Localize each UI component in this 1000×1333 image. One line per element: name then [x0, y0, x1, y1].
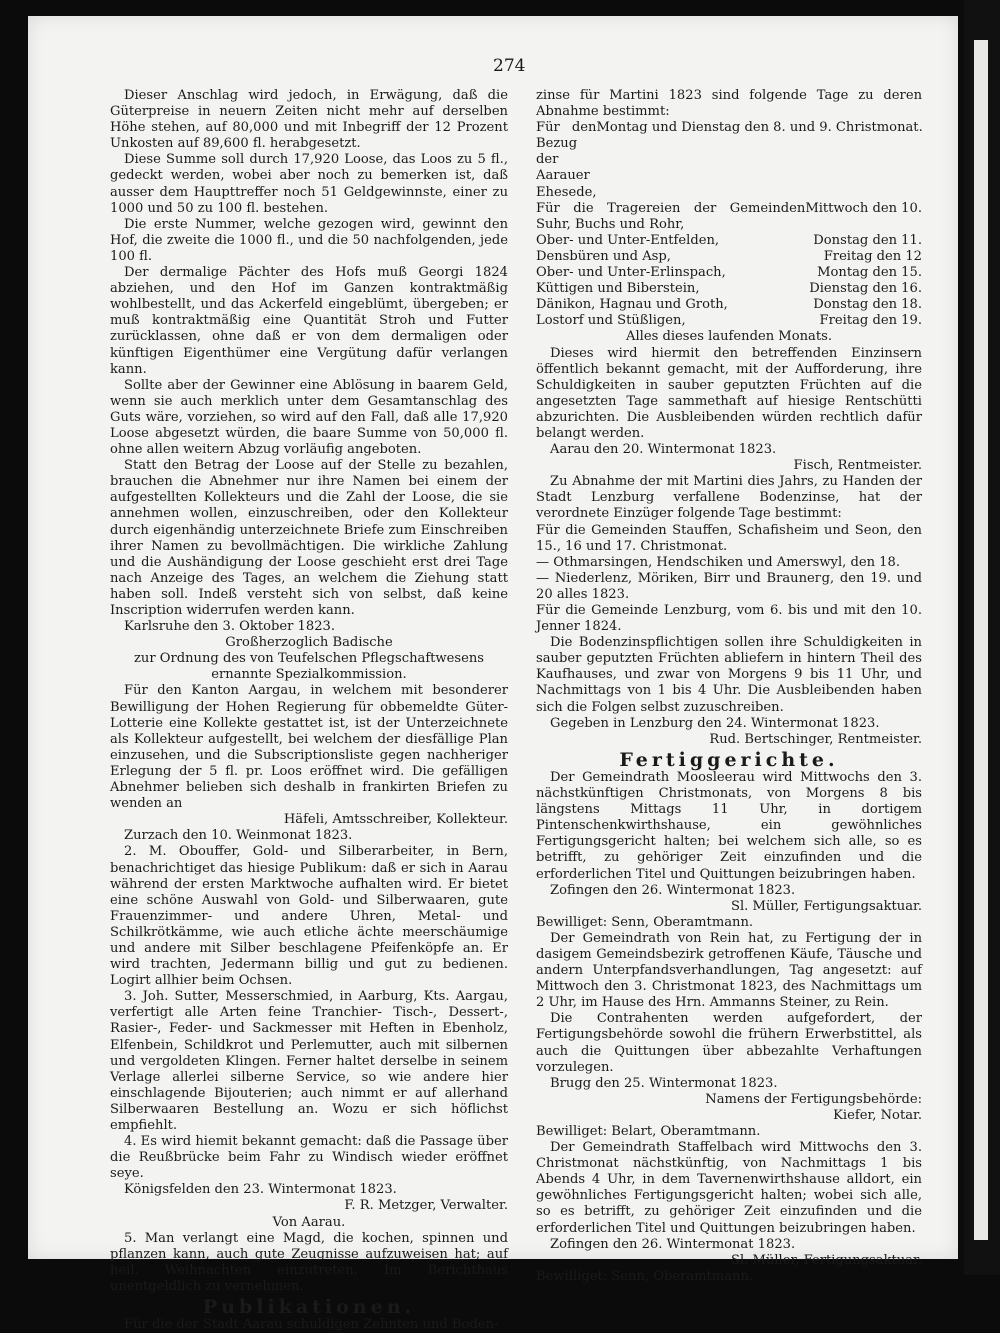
schedule-place: Densbüren und Asp,: [536, 248, 671, 264]
paragraph: Zu Abnahme der mit Martini dies Jahrs, zu Handen der Stadt Lenzburg verfallene Bodenzinse, hat der verordnete Einzüger folgende Tage bestimmt:: [536, 474, 922, 522]
page-number: 274: [493, 56, 526, 76]
notice-item: 2. M. Obouffer, Gold- und Silberarbeiter, in Bern, benachrichtiget das hiesige Publikum: daß er sich in Aarau während der ersten Marktwoche aufhalten wird. Er bietet eine schöne Auswahl von Gold- und Silberwaaren, gute Frauenzimmer- und andere Uhren, Metal- und Schilkrötkämme, wie auch etliche ächte meerschäumige und andere mit Silber beschlagene Pfeifenköpfe an. Er wird trachten, Jedermann billig und gut zu bedienen. Logirt allhier beim Ochsen.: [110, 844, 508, 989]
issuer-heading: Großherzoglich Badische: [225, 635, 393, 651]
signature: Namens der Fertigungsbehörde:: [705, 1091, 922, 1107]
schedule-day: Mittwoch den 10.: [805, 200, 922, 216]
dateline: Karlsruhe den 3. Oktober 1823.: [124, 619, 336, 635]
dateline: Brugg den 25. Wintermonat 1823.: [550, 1075, 778, 1091]
schedule-place: Ober- und Unter-Erlinspach,: [536, 265, 726, 281]
paragraph: zinse für Martini 1823 sind folgende Tage zu deren Abnahme bestimmt:: [536, 88, 922, 120]
schedule-row: [536, 313, 922, 329]
right-column: [536, 88, 922, 1285]
scan-edge: [964, 0, 1000, 1275]
month-note: Alles dieses laufenden Monats.: [626, 329, 832, 345]
schedule-row: [536, 265, 922, 281]
schedule-place: Für die Tragereien der Gemeinden Suhr, Buchs und Rohr,: [536, 200, 806, 232]
schedule-day: Dienstag den 16.: [809, 281, 922, 297]
schedule-row: [536, 297, 922, 313]
paragraph: Statt den Betrag der Loose auf der Stelle zu bezahlen, brauchen die Abnehmer nur ihre Namen bei einem der aufgestellten Kollekteurs und die Zahl der Loose, die sie annehmen wollen, einzuschreiben, oder den Kollekteur durch eigenhändig unterzeichnete Briefe zum Einschreiben ihrer Namen zu bevollmächtigen. Die wirkliche Zahlung und die Aushändigung der Loose geschieht erst drei Tage nach Anzeige des Tages, an welchem die Ziehung statt haben soll. Indeß versteht sich von selbst, daß keine Inscription widerrufen werden kann.: [110, 458, 508, 618]
paragraph: Für die der Stadt Aarau schuldigen Zehnten und Boden-: [124, 1317, 499, 1333]
notice-item: 4. Es wird hiemit bekannt gemacht: daß die Passage über die Reußbrücke beim Fahr zu Windisch wieder eröffnet seye.: [110, 1134, 508, 1182]
place-heading: Von Aarau.: [272, 1214, 346, 1230]
paragraph: Dieses wird hiermit den betreffenden Einzinsern öffentlich bekannt gemacht, mit der Aufforderung, ihre Schuldigkeiten in sauber geputzten Früchten auf die angesetzten Tage sammethaft auf hiesige Rentschütti abzurichten. Die Ausbleibenden würden rechtlich dafür belangt werden.: [536, 345, 922, 441]
paragraph: Der Gemeindrath Staffelbach wird Mittwochs den 3. Christmonat nächstkünftig, von Nachmittags 1 bis Abends 4 Uhr, in dem Tavernenwirthshause alldort, ein gewöhnliches Fertigungsgericht halten; wobei sich alle, so es betrifft, zu gehöriger Zeit einzufinden und die erforderlichen Titel und Quittungen beizubringen haben.: [536, 1140, 922, 1236]
schedule-day: Montag den 15.: [817, 265, 922, 281]
paragraph: Die Contrahenten werden aufgefordert, der Fertigungsbehörde sowohl die frühern Erwerbstittel, als auch die Quittungen über abbezahlte Verhaftungen vorzulegen.: [536, 1011, 922, 1075]
paragraph: Der dermalige Pächter des Hofs muß Georgi 1824 abziehen, und den Hof im Ganzen kontraktmäßig wohlbestellt, und das Ackerfeld eingeblümt, übergeben; er muß kontraktmäßig eine Quantität Stroh und Futter zurücklassen, ohne daß er von dem dermaligen oder künftigen Eigenthümer eine Vergütung dafür verlangen kann.: [110, 265, 508, 377]
paragraph: Der Gemeindrath von Rein hat, zu Fertigung der in dasigem Gemeindsbezirk getroffenen Käufe, Täusche und andern Unterpfandsverhandlungen, Tag angesetzt: auf Mittwoch den 3. Christmonat 1823, des Nachmittags um 2 Uhr, im Hause des Hrn. Ammanns Steiner, zu Rein.: [536, 930, 922, 1011]
schedule-list: [536, 120, 922, 329]
schedule-row: [536, 233, 922, 249]
schedule-place: Ober- und Unter-Entfelden,: [536, 232, 720, 248]
issuer-subheading: zur Ordnung des von Teufelschen Pflegschaftwesens ernannte Spezialkommission.: [133, 651, 485, 683]
paragraph: Die Bodenzinspflichtigen sollen ihre Schuldigkeiten in sauber geputzten Früchten abliefern in hintern Theil des Kaufhauses, und zwar von Morgens 9 bis 11 Uhr, und Nachmittags von 1 bis 4 Uhr. Die Ausbleibenden haben sich die Folgen selbst zuzuschreiben.: [536, 635, 922, 715]
schedule-day: Montag und Dienstag den 8. und 9. Christmonat.: [596, 120, 923, 136]
signature: Fisch, Rentmeister.: [793, 458, 922, 474]
schedule-row: [536, 281, 922, 297]
paragraph: Sollte aber der Gewinner eine Ablösung in baarem Geld, wenn sie auch merklich unter dem Gesamtanschlag des Guts wäre, vorziehen, so wird auf den Fall, daß alle 17,920 Loose abgesetzt würden, die baare Summe von 50,000 fl. ohne allen weitern Abzug vorläufig angeboten.: [110, 377, 508, 458]
schedule-day: Freitag den 12: [823, 248, 922, 264]
approval: Bewilliget: Senn, Oberamtmann.: [536, 1268, 754, 1284]
paragraph: Für den Kanton Aargau, in welchem mit besonderer Bewilligung der Hohen Regierung für obbemeldte Güter-Lotterie eine Kollekte gestattet ist, ist der Unterzeichnete als Kollekteur aufgestellt, bei welchem der diesfällige Plan einzusehen, und die Subscriptionsliste gegen nachheriger Erlegung der 5 fl. pr. Loos eröffnet wird. Die gefälligen Abnehmer belieben sich deshalb in frankirten Briefen zu wenden an: [110, 683, 508, 812]
schedule-place: Lostorf und Stüßligen,: [536, 313, 686, 329]
dateline: Königsfelden den 23. Wintermonat 1823.: [124, 1182, 397, 1198]
dateline: Gegeben in Lenzburg den 24. Wintermonat 1823.: [550, 715, 880, 731]
signature: Rud. Bertschinger, Rentmeister.: [709, 731, 922, 747]
schedule-row: [536, 201, 922, 233]
paragraph: Dieser Anschlag wird jedoch, in Erwägung, daß die Güterpreise in neuern Zeiten nicht mehr auf derselben Höhe stehen, auf 80,000 und mit Inbegriff der 12 Prozent Unkosten auf 89,600 fl. herabgesetzt.: [110, 88, 508, 152]
schedule-day: Donstag den 11.: [813, 232, 922, 248]
schedule-place: Küttigen und Biberstein,: [536, 281, 700, 297]
schedule-line: Für die Gemeinden Stauffen, Schafisheim und Seon, den 15., 16 und 17. Christmonat.: [536, 522, 922, 554]
schedule-line: — Othmarsingen, Hendschiken und Amerswyl, den 18.: [536, 554, 901, 570]
paragraph: Der Gemeindrath Moosleerau wird Mittwochs den 3. nächstkünftigen Christmonats, von Morgens 8 bis längstens Mittags 11 Uhr, in dortigem Pintenschenkwirthshause, ein gewöhnliches Fertigungsgericht halten; bei welchem sich alle, so es betrifft, zu gehöriger Zeit einzufinden und die erforderlichen Titel und Quittungen beizubringen haben.: [536, 769, 922, 882]
left-column: [110, 88, 508, 1333]
signature: F. R. Metzger, Verwalter.: [344, 1198, 508, 1214]
schedule-row: [536, 120, 922, 200]
paragraph: Die erste Nummer, welche gezogen wird, gewinnt den Hof, die zweite die 1000 fl., und die 50 nachfolgenden, jede 100 fl.: [110, 216, 508, 264]
dateline: Zofingen den 26. Wintermonat 1823.: [550, 882, 796, 898]
schedule-place: Für den Bezug der Aarauer Ehesede,: [536, 120, 597, 200]
notice-item: 3. Joh. Sutter, Messerschmied, in Aarburg, Kts. Aargau, verfertigt alle Arten feine Tranchier- Tisch-, Dessert-, Rasier-, Feder- und Sackmesser mit Heften in Ebenholz, Elfenbein, Schildkrot und Perlemutter, auch mit silbernen und vergoldeten Klingen. Ferner haltet derselbe in seinem Verlage allerlei silberne Service, so wie andere hier einschlagende Bijouterien; auch nimmt er auf allerhand Silberwaaren Bestellung an. Wozu er sich höflichst empfiehlt.: [110, 989, 508, 1133]
dateline: Zurzach den 10. Weinmonat 1823.: [124, 828, 353, 844]
approval: Bewilliget: Belart, Oberamtmann.: [536, 1124, 761, 1139]
next-page-edge: [974, 40, 988, 1240]
schedule-line: Für die Gemeinde Lenzburg, vom 6. bis und mit den 10. Jenner 1824.: [536, 603, 922, 635]
signature: Sl. Müller, Fertigungsaktuar.: [731, 898, 922, 914]
schedule-place: Dänikon, Hagnau und Groth,: [536, 297, 728, 313]
paragraph: Diese Summe soll durch 17,920 Loose, das Loos zu 5 fl., gedeckt werden, wobei aber noch zu bemerken ist, daß ausser dem Haupttreffer noch 51 Geldgewinnste, einer zu 1000 und 50 zu 100 fl. bestehen.: [110, 152, 508, 216]
schedule-line: — Niederlenz, Möriken, Birr und Brauneгg, den 19. und 20 alles 1823.: [536, 570, 922, 602]
dateline: Aarau den 20. Wintermonat 1823.: [550, 442, 777, 458]
schedule-row: [536, 249, 922, 265]
approval: Bewilliget: Senn, Oberamtmann.: [536, 914, 754, 930]
notice-item: 5. Man verlangt eine Magd, die kochen, spinnen und pflanzen kann, auch gute Zeugnisse aufzuweisen hat; auf heil. Weihnachten einzutreten. Im Berichthaus unentgeldlich zu vernehmen.: [110, 1230, 508, 1294]
signature: Häfeli, Amtsschreiber, Kollekteur.: [283, 812, 508, 828]
signature: Sl. Müller, Fertigungsaktuar.: [731, 1252, 922, 1268]
section-heading-fertiggerichte: Fertiggerichte.: [619, 748, 839, 771]
schedule-day: Donstag den 18.: [813, 297, 922, 313]
schedule-day: Freitag den 19.: [819, 313, 922, 329]
dateline: Zofingen den 26. Wintermonat 1823.: [550, 1236, 796, 1252]
section-heading-publikationen: Publikationen.: [202, 1296, 416, 1319]
signature: Kiefer, Notar.: [833, 1107, 922, 1123]
